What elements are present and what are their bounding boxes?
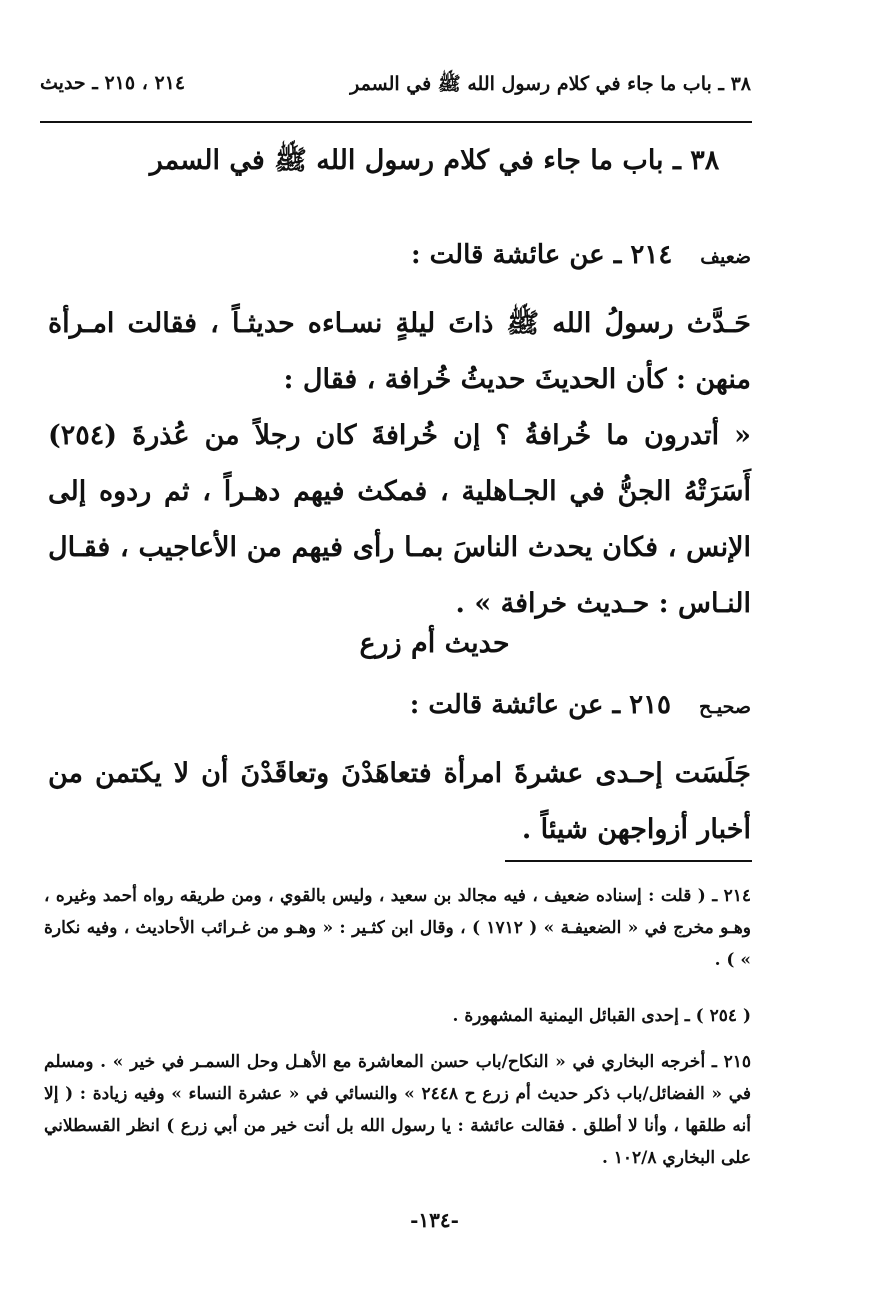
footnote: ٢١٤ ـ ( قلت : إسناده ضعيف ، فيه مجالد بن سعيد ، وليس بالقوي ، ومن طريقه رواه أحمد وغيره ، وهـو مخرج في « الضعيفـة » ( ١٧١٢ ) ، وقال ابن كثـير : « وهـو من غـرائب الأحاديث ، وفيه نكارة » ) .	[44, 886, 752, 970]
hadith-paragraph: جَلَسَت إحـدى عشرةَ امرأة فتعاهَدْنَ وتعاقَدْنَ أن لا يكتمن من أخبار أزواجهن شيئاً .	[48, 758, 751, 845]
footnote: ( ٢٥٤ ) ـ إحدى القبائل اليمنية المشهورة .	[452, 1006, 751, 1026]
page-number: -١٣٤-	[410, 1208, 459, 1232]
hadith-heading-text: ٢١٤ ـ عن عائشة قالت :	[411, 240, 673, 270]
footnote: ٢١٥ ـ أخرجه البخاري في « النكاح/باب حسن المعاشرة مع الأهـل وحل السمـر في خير » . ومسلم في « الفضائل/باب ذكر حديث أم زرع ح ٢٤٤٨ » والنسائي في « عشرة النساء » وفيه زيادة : ( إلا أنه طلقها ، وأنا لا أطلق . فقالت عائشة : يا رسول الله بل أنت خير من أبي زرع ) انظر القسطلاني على البخاري ١٠٢/٨ .	[44, 1052, 751, 1168]
hadith-paragraph: حَـدَّث رسولُ الله ﷺ ذاتَ ليلةٍ نسـاءه حديثـاً ، فقالت امـرأة منهن : كأن الحديثَ حديثُ خُرافة ، فقال :	[48, 308, 751, 395]
hadith-range: ٢١٤ ، ٢١٥ ـ حديث	[40, 72, 186, 94]
hadith-heading	[411, 240, 751, 270]
hadith-grade: ضعيف	[700, 246, 751, 268]
hadith-paragraph: « أتدرون ما خُرافةُ ؟ إن خُرافةَ كان رجلاً من عُذرةَ (٢٥٤) أَسَرَتْهُ الجنُّ في الجـاهلية ، فمكث فيهم دهـراً ، ثم ردوه إلى الإنس ، فكان يحدث الناسَ بمـا رأى فيهم من الأعاجيب ، فقـال النـاس : حـديث خرافة » .	[48, 420, 751, 619]
running-title: ٣٨ ـ باب ما جاء في كلام رسول الله ﷺ في السمر	[350, 73, 751, 95]
running-header	[40, 70, 751, 104]
section-subheading: حديث أم زرع	[359, 628, 510, 659]
hadith-heading-text: ٢١٥ ـ عن عائشة قالت :	[409, 690, 672, 720]
header-divider	[40, 121, 752, 123]
chapter-title: ٣٨ ـ باب ما جاء في كلام رسول الله ﷺ في السمر	[149, 145, 720, 176]
hadith-grade: صحيـح	[699, 696, 751, 718]
hadith-heading	[410, 690, 751, 720]
footnotes-divider	[505, 860, 752, 862]
